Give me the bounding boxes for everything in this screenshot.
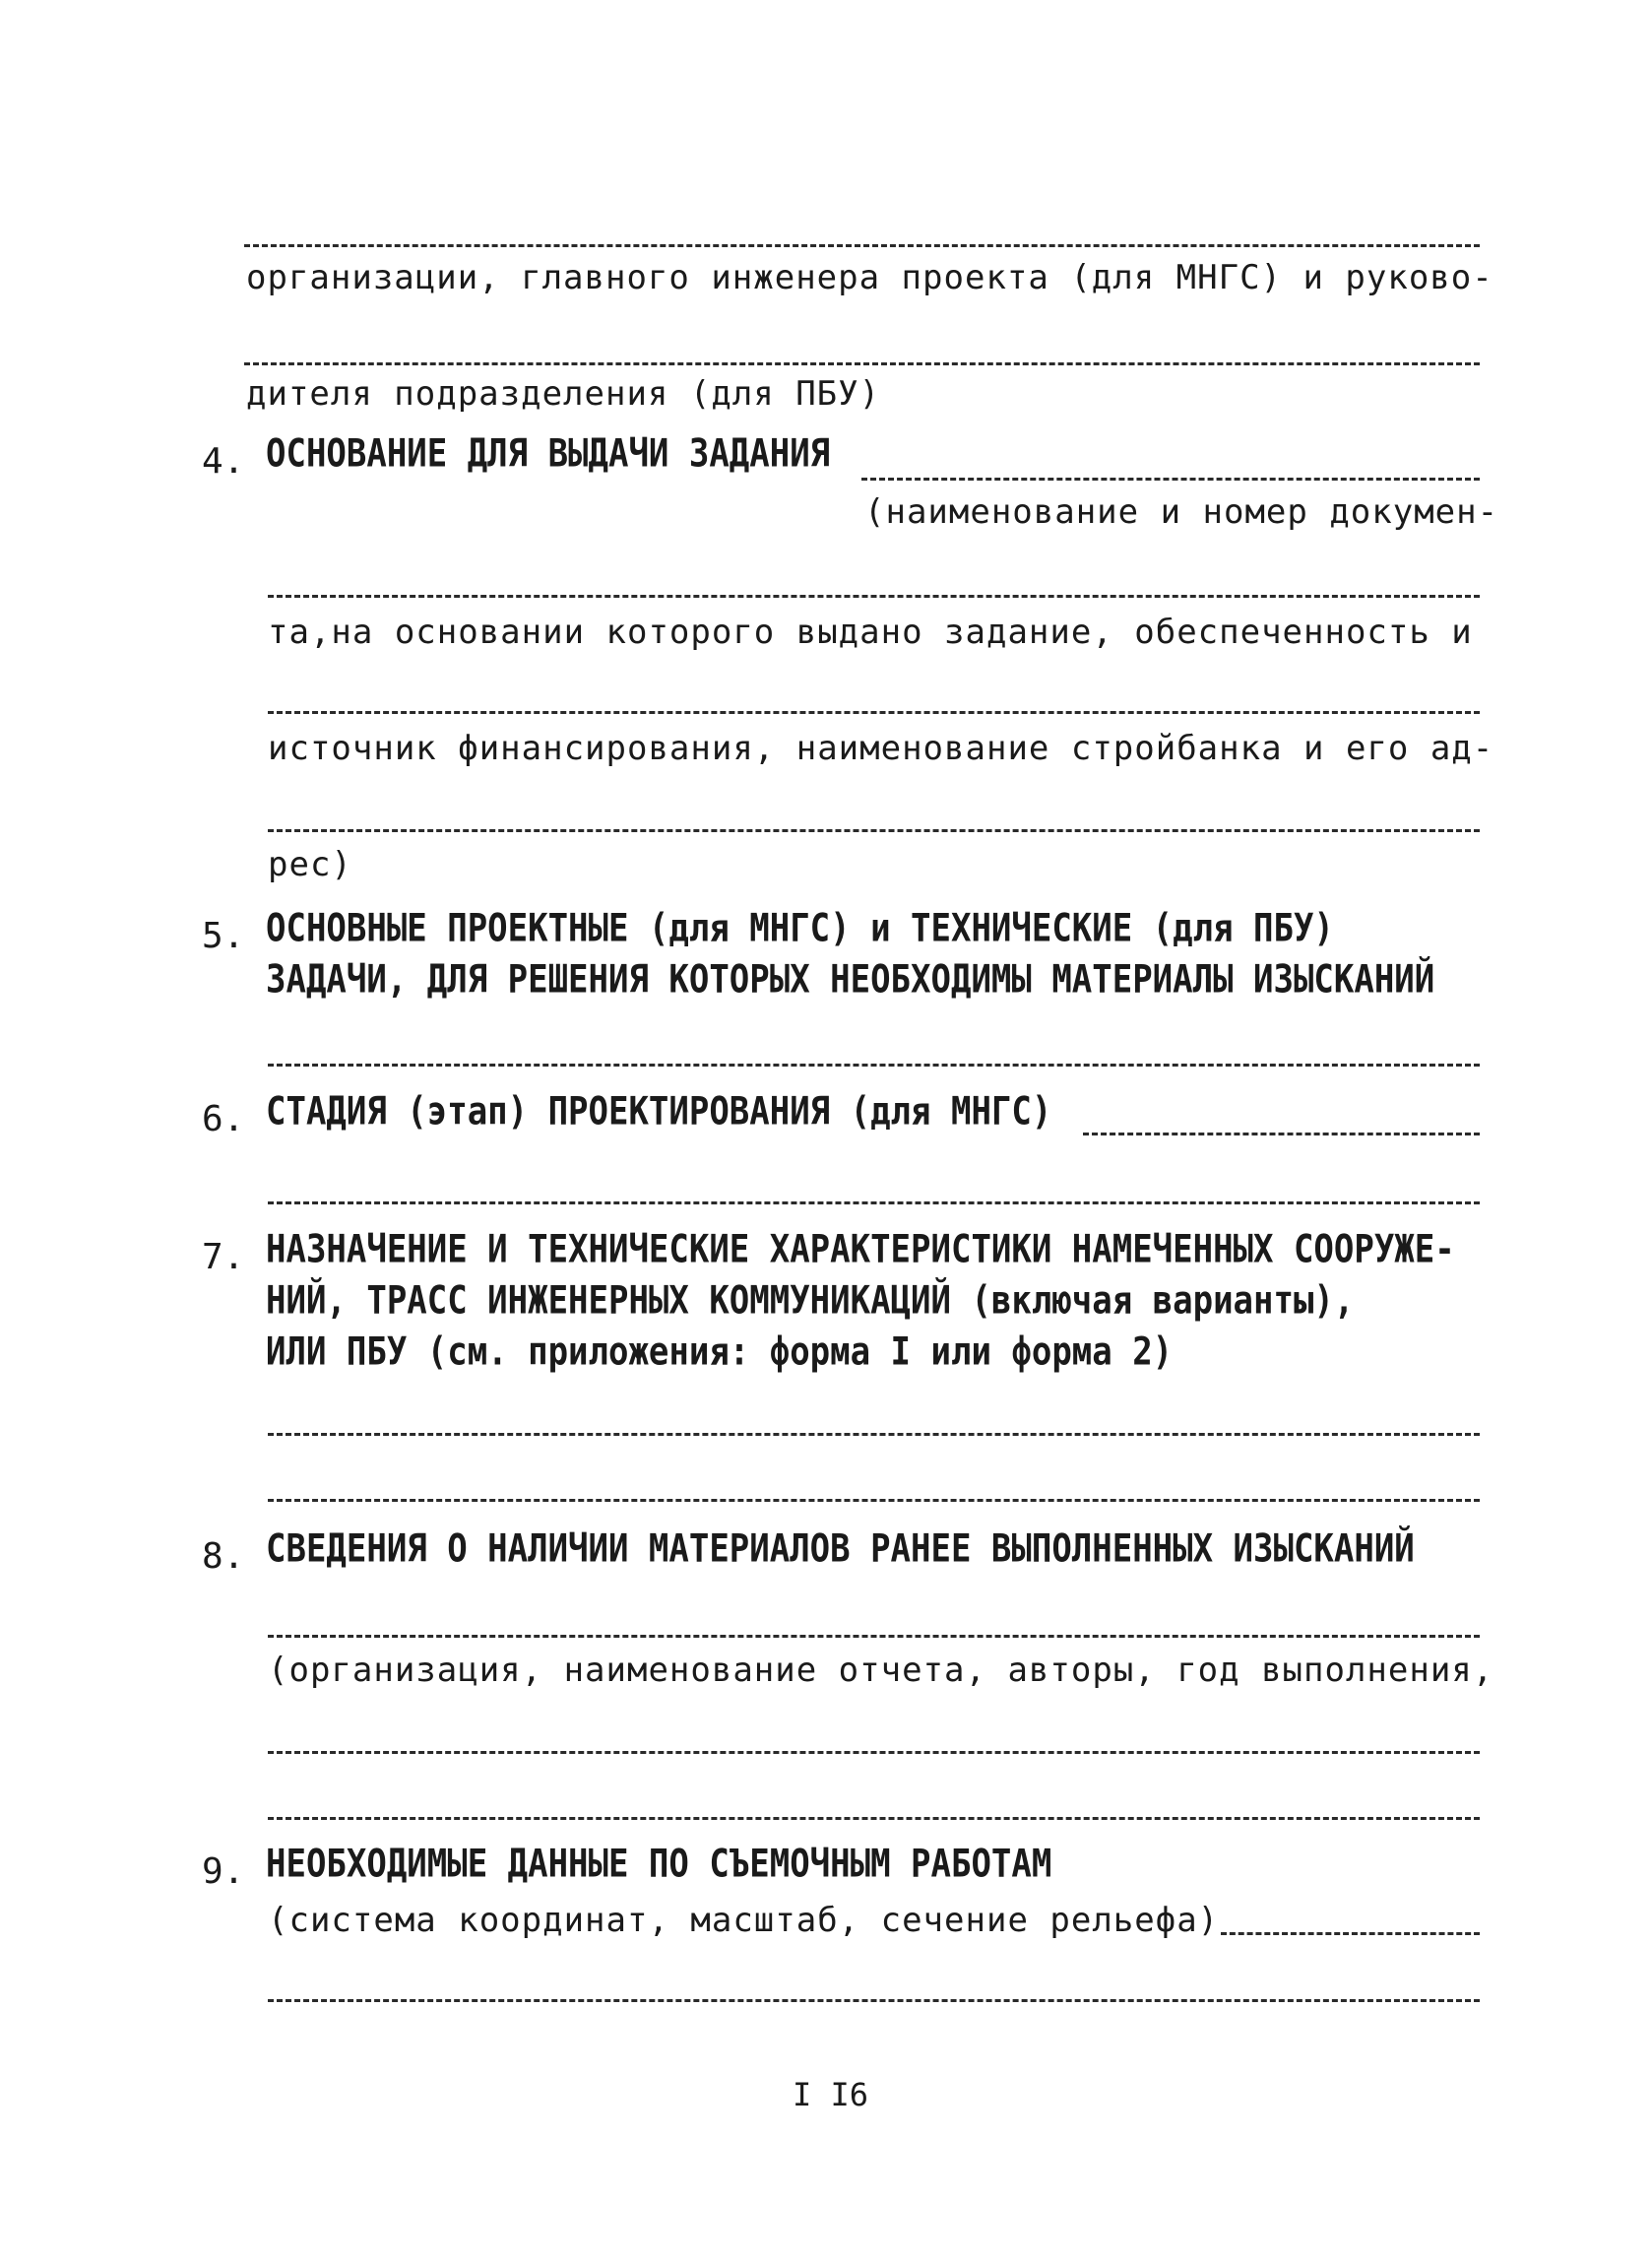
fill-line[interactable] xyxy=(268,1751,1480,1754)
fill-line[interactable] xyxy=(268,829,1480,832)
item-heading: НЕОБХОДИМЫЕ ДАННЫЕ ПО СЪЕМОЧНЫМ РАБОТАМ xyxy=(266,1842,1052,1887)
fill-line[interactable] xyxy=(268,1817,1480,1820)
fill-line[interactable] xyxy=(268,1201,1480,1204)
item-number: 5. xyxy=(202,916,245,956)
form-text-line: дителя подразделения (для ПБУ) xyxy=(246,374,881,414)
fill-line[interactable] xyxy=(861,478,1480,481)
page-number: I I6 xyxy=(793,2076,869,2113)
item-number: 9. xyxy=(202,1851,245,1892)
field-hint: та,на основании которого выдано задание, обеспеченность и xyxy=(268,613,1473,652)
item-heading: НАЗНАЧЕНИЕ И ТЕХНИЧЕСКИЕ ХАРАКТЕРИСТИКИ НАМЕЧЕННЫХ СООРУЖЕ- xyxy=(266,1227,1455,1272)
item-heading: СТАДИЯ (этап) ПРОЕКТИРОВАНИЯ (для МНГС) xyxy=(266,1089,1052,1134)
item-number: 8. xyxy=(202,1536,245,1577)
item-heading: ОСНОВАНИЕ ДЛЯ ВЫДАЧИ ЗАДАНИЯ xyxy=(266,431,831,477)
item-heading: ЗАДАЧИ, ДЛЯ РЕШЕНИЯ КОТОРЫХ НЕОБХОДИМЫ МАТЕРИАЛЫ ИЗЫСКАНИЙ xyxy=(266,957,1435,1003)
form-text-line: организации, главного инженера проекта (для МНГС) и руково- xyxy=(246,258,1493,297)
fill-line[interactable] xyxy=(268,595,1480,598)
fill-line[interactable] xyxy=(244,362,1480,365)
item-heading: ИЛИ ПБУ (см. приложения: форма I или форма 2) xyxy=(266,1329,1174,1375)
fill-line[interactable] xyxy=(268,1433,1480,1436)
item-number: 6. xyxy=(202,1099,245,1139)
fill-line[interactable] xyxy=(268,1499,1480,1502)
fill-line[interactable] xyxy=(268,1999,1480,2002)
fill-line[interactable] xyxy=(268,711,1480,714)
fill-line[interactable] xyxy=(268,1064,1480,1067)
field-hint: (система координат, масштаб, сечение рельефа) xyxy=(268,1901,1220,1940)
fill-line[interactable] xyxy=(268,1635,1480,1638)
field-hint: (организация, наименование отчета, авторы, год выполнения, xyxy=(268,1651,1494,1690)
item-heading: СВЕДЕНИЯ О НАЛИЧИИ МАТЕРИАЛОВ РАНЕЕ ВЫПОЛНЕННЫХ ИЗЫСКАНИЙ xyxy=(266,1526,1415,1572)
field-hint: рес) xyxy=(268,845,352,884)
item-heading: НИЙ, ТРАСС ИНЖЕНЕРНЫХ КОММУНИКАЦИЙ (включая варианты), xyxy=(266,1278,1355,1324)
item-heading: ОСНОВНЫЕ ПРОЕКТНЫЕ (для МНГС) и ТЕХНИЧЕСКИЕ (для ПБУ) xyxy=(266,906,1334,951)
fill-line[interactable] xyxy=(1221,1932,1480,1935)
fill-line[interactable] xyxy=(244,244,1480,247)
field-hint: источник финансирования, наименование стройбанка и его ад- xyxy=(268,729,1494,768)
item-number: 4. xyxy=(202,441,245,482)
item-number: 7. xyxy=(202,1237,245,1277)
field-hint: (наименование и номер докумен- xyxy=(864,492,1499,532)
fill-line[interactable] xyxy=(1083,1133,1480,1135)
